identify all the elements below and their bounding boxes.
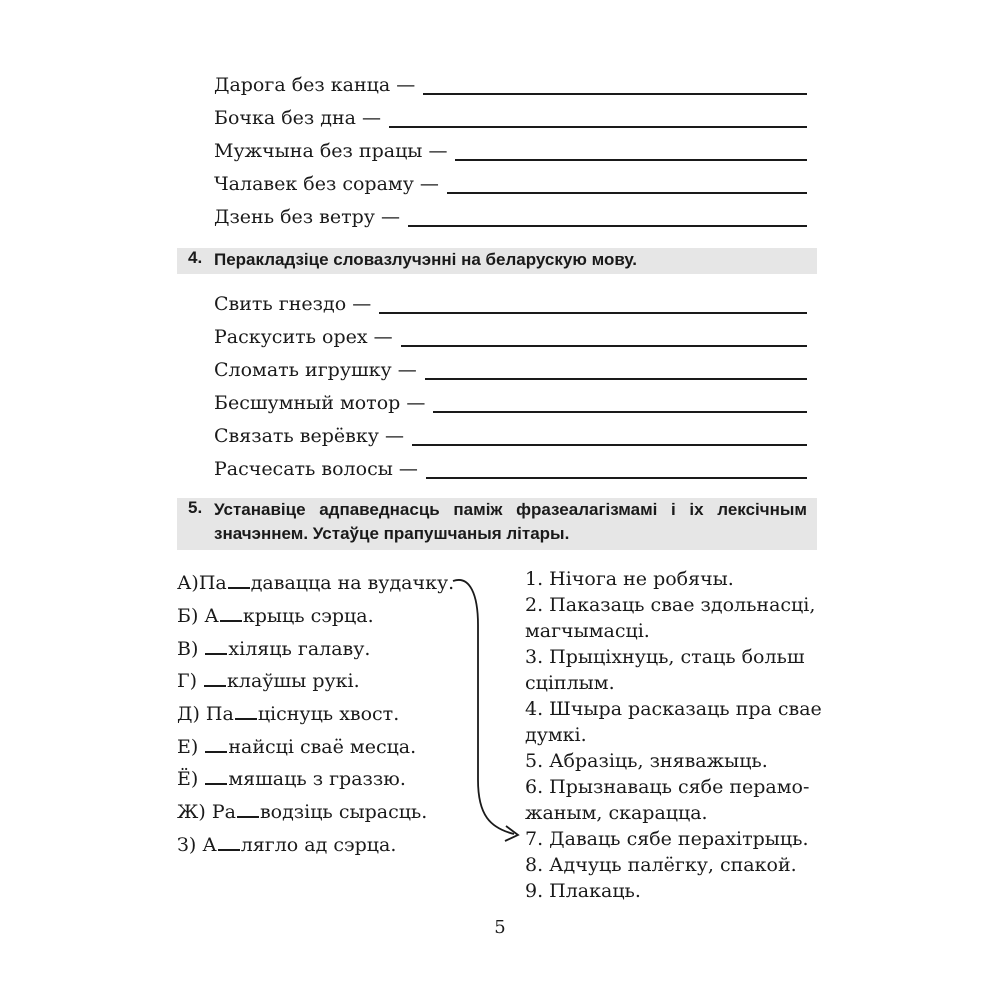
fill-row — [214, 286, 807, 316]
phrase: Сломать игрушку — — [214, 359, 417, 381]
task-number: 5. — [188, 498, 203, 517]
meaning-line: 6. Прызнаваць сябе перамо- — [525, 776, 810, 798]
answer-blank[interactable] — [426, 477, 807, 479]
fill-row — [214, 100, 807, 130]
meaning-line: сціплым. — [525, 672, 615, 694]
answer-blank[interactable] — [412, 444, 807, 446]
task-5-header — [177, 498, 817, 550]
meaning-line: магчымасці. — [525, 620, 650, 642]
answer-blank[interactable] — [433, 411, 807, 413]
fill-row — [214, 451, 807, 481]
letter-gap[interactable] — [205, 736, 227, 753]
phrase-item-a: А)Па давацца на вудачку. — [177, 572, 455, 594]
letter-gap[interactable] — [204, 670, 226, 687]
example-arrow-head — [505, 826, 518, 841]
fill-row — [214, 133, 807, 163]
letter-gap[interactable] — [228, 572, 250, 589]
meaning-line: 2. Паказаць свае здольнасці, — [525, 594, 816, 616]
phrase-item-yo: Ё) мяшаць з граззю. — [177, 768, 406, 790]
answer-blank[interactable] — [423, 93, 807, 95]
task-number: 4. — [188, 248, 203, 267]
phrase-item-zh: Ж) Ра водзіць сырасць. — [177, 801, 428, 823]
phrase-item-g: Г) клаўшы рукі. — [177, 670, 360, 692]
meaning-line: жаным, скарацца. — [525, 802, 708, 824]
fill-row — [214, 199, 807, 229]
page-number: 5 — [494, 917, 506, 938]
task-instruction: Перакладзіце словазлучэнні на беларускую мову. — [214, 250, 638, 269]
fill-row — [214, 352, 807, 382]
phrase: Раскусить орех — — [214, 326, 393, 348]
phrase-item-b: Б) А крыць сэрца. — [177, 605, 374, 627]
phrase-item-e: Е) найсці сваё месца. — [177, 736, 417, 758]
meaning-line: 5. Абразіць, зняважыць. — [525, 750, 768, 772]
phrase: Дарога без канца — — [214, 74, 416, 96]
answer-blank[interactable] — [389, 126, 807, 128]
letter-gap[interactable] — [218, 834, 240, 851]
meaning-line: 3. Прыціхнуць, стаць больш — [525, 646, 805, 668]
fill-row — [214, 319, 807, 349]
answer-blank[interactable] — [447, 192, 807, 194]
fill-row — [214, 166, 807, 196]
phrase: Бочка без дна — — [214, 107, 382, 129]
letter-gap[interactable] — [205, 768, 227, 785]
phrase: Мужчына без працы — — [214, 140, 448, 162]
answer-blank[interactable] — [408, 225, 807, 227]
fill-row — [214, 67, 807, 97]
phrase: Бесшумный мотор — — [214, 392, 426, 414]
task-instruction: Устанавіце адпаведнасць паміж фразеалагізмамі і іх лексічным значэннем. Устаўце прапушчаныя літары. — [214, 500, 807, 543]
meaning-line: 1. Нічога не робячы. — [525, 568, 734, 590]
phrase-item-d: Д) Па ціснуць хвост. — [177, 703, 400, 725]
letter-gap[interactable] — [235, 703, 257, 720]
answer-blank[interactable] — [425, 378, 807, 380]
phrase: Чалавек без сораму — — [214, 173, 439, 195]
answer-blank[interactable] — [401, 345, 807, 347]
phrase: Дзень без ветру — — [214, 206, 401, 228]
answer-blank[interactable] — [379, 312, 807, 314]
letter-gap[interactable] — [205, 638, 227, 655]
phrase-item-z: З) А лягло ад сэрца. — [177, 834, 397, 856]
task-4-header — [177, 248, 817, 274]
phrase: Связать верёвку — — [214, 425, 404, 447]
meaning-line: 8. Адчуць палёгку, спакой. — [525, 854, 797, 876]
answer-blank[interactable] — [455, 159, 807, 161]
meaning-line: 4. Шчыра расказаць пра свае — [525, 698, 822, 720]
meaning-line: 7. Даваць сябе перахітрыць. — [525, 828, 809, 850]
letter-gap[interactable] — [220, 605, 242, 622]
meaning-line: думкі. — [525, 724, 587, 746]
phrase: Расчесать волосы — — [214, 458, 418, 480]
letter-gap[interactable] — [237, 801, 259, 818]
fill-row — [214, 418, 807, 448]
example-arrow-curve — [453, 580, 514, 834]
phrase-item-v: В) хіляць галаву. — [177, 638, 371, 660]
fill-row — [214, 385, 807, 415]
meaning-line: 9. Плакаць. — [525, 880, 641, 902]
phrase: Свить гнездо — — [214, 293, 372, 315]
